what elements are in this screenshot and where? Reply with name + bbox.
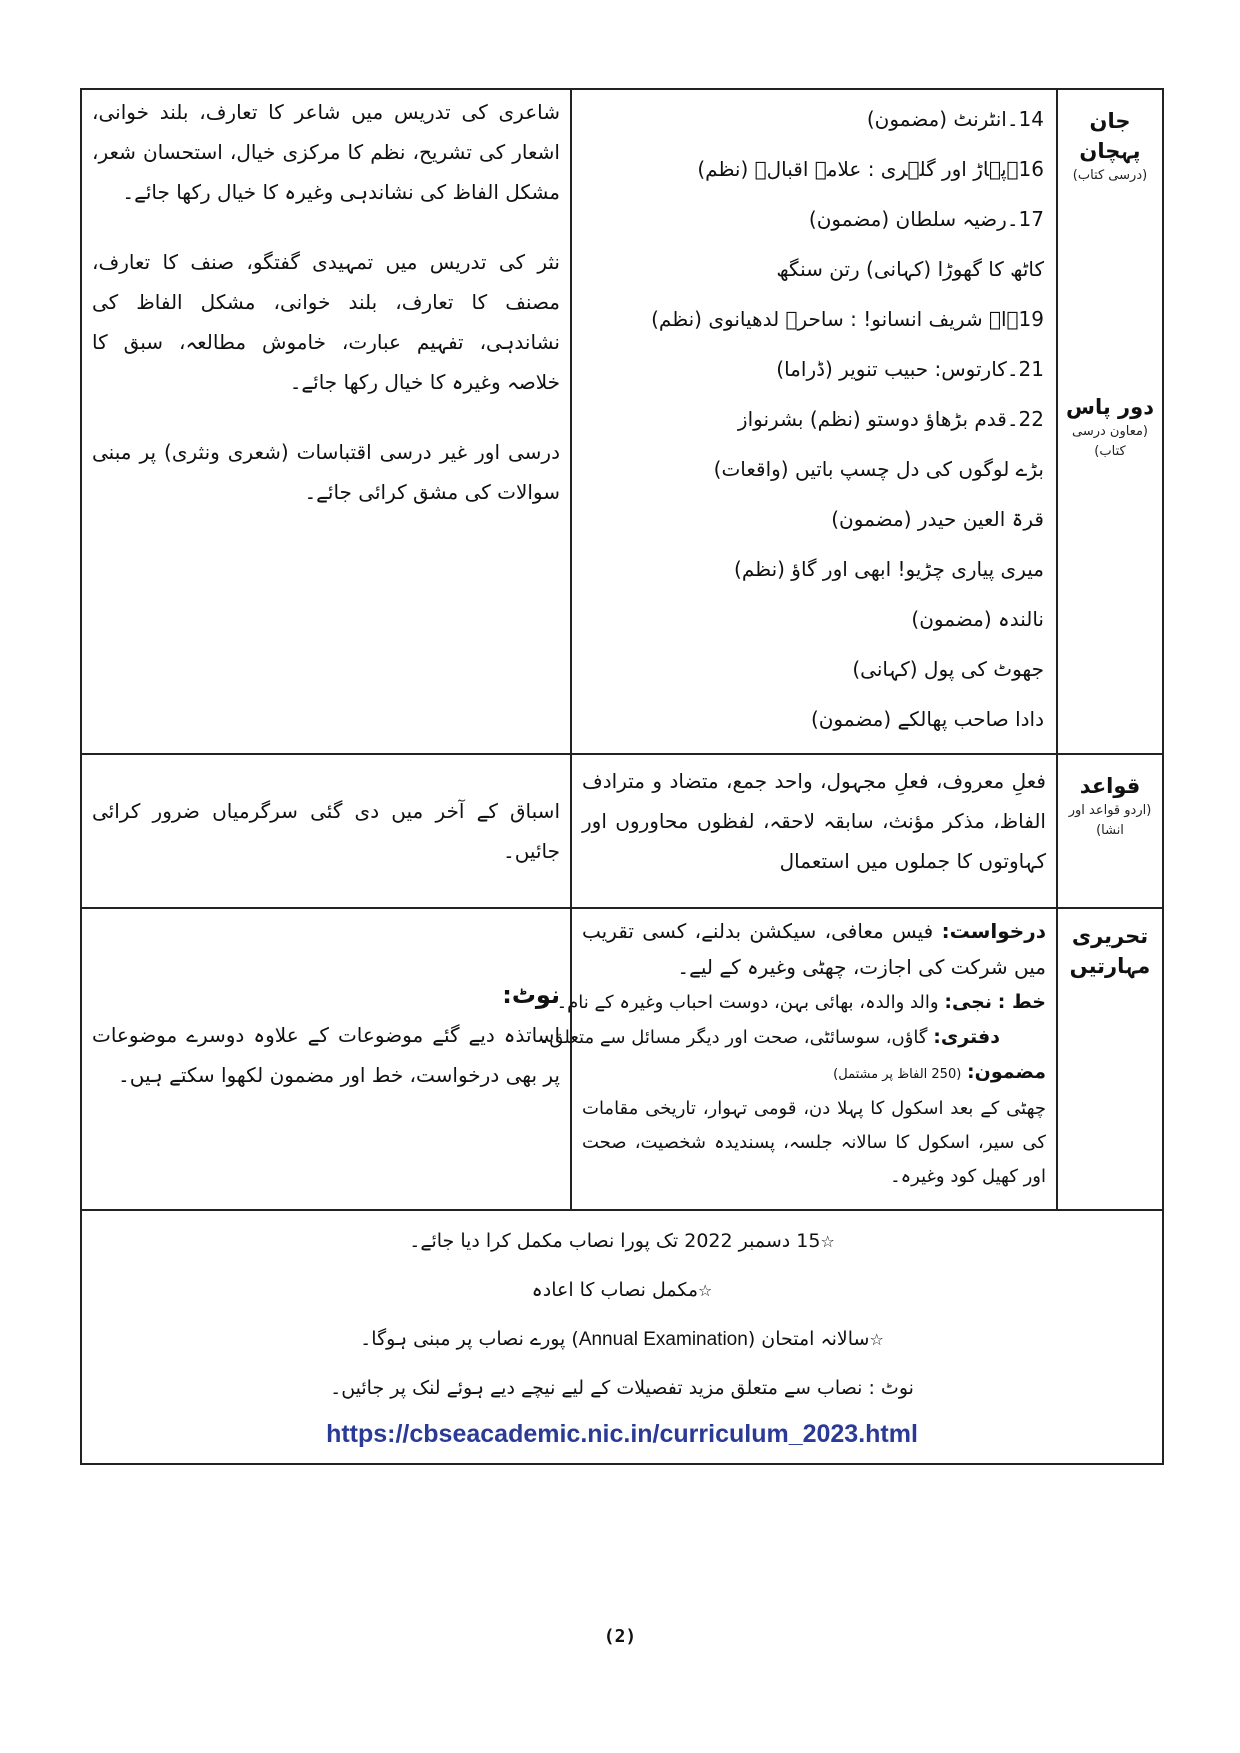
note-excerpts-practice: درسی اور غیر درسی اقتباسات (شعری ونثری) پر مبنی سوالات کی مشق کرائی جائے۔ bbox=[92, 440, 560, 504]
row2-content-cell bbox=[571, 754, 1057, 908]
row3-heading-cell bbox=[1057, 908, 1163, 1210]
lesson-item: نالندہ (مضمون) bbox=[911, 607, 1044, 631]
curriculum-link[interactable]: https://cbseacademic.nic.in/curriculum_2023.html bbox=[326, 1420, 918, 1448]
writing-note-text: اساتذہ دیے گئے موضوعات کے علاوہ دوسرے موضوعات پر بھی درخواست، خط اور مضمون لکھوا سکتے ہیں۔ bbox=[92, 1023, 560, 1087]
syllabus-table bbox=[80, 88, 1164, 1465]
lesson-item: جھوٹ کی پول (کہانی) bbox=[852, 657, 1044, 681]
application-label: درخواست: bbox=[941, 919, 1047, 943]
row-grammar bbox=[81, 754, 1163, 908]
letter-label: خط : bbox=[997, 991, 1046, 1013]
lesson-item: بڑے لوگوں کی دل چسپ باتیں (واقعات) bbox=[713, 457, 1044, 481]
official-text: گاؤں، سوسائٹی، صحت اور دیگر مسائل سے متعلق۔ bbox=[538, 1027, 928, 1048]
row-textbooks bbox=[81, 89, 1163, 754]
lesson-item: 19۔اے شریف انسانو! : ساحرؔ لدھیانوی (نظم) bbox=[651, 307, 1044, 331]
writing-note-label: نوٹ: bbox=[502, 981, 560, 1009]
row-general-notes bbox=[81, 1210, 1163, 1464]
heading-qawaid: قواعد bbox=[1079, 774, 1141, 798]
note-revision-text: مکمل نصاب کا اعادہ bbox=[531, 1279, 699, 1301]
page-number: (2) bbox=[603, 1626, 637, 1647]
lesson-item: قرۃ العین حیدر (مضمون) bbox=[831, 507, 1044, 531]
note-details-link-intro: نوٹ : نصاب سے متعلق مزید تفصیلات کے لیے نیچے دیے ہوئے لنک پر جائیں۔ bbox=[330, 1377, 914, 1399]
note-poetry-teaching: شاعری کی تدریس میں شاعر کا تعارف، بلند خوانی، اشعار کی تشریح، نظم کا مرکزی خیال، استحسان شعر، مشکل الفاظ کی نشاندہی وغیرہ کا خیال رکھا جائے۔ bbox=[92, 100, 560, 204]
letter-official-line bbox=[538, 1020, 1056, 1055]
essay-limit: (250 الفاظ پر مشتمل) bbox=[833, 1067, 962, 1082]
lesson-item: 16۔پہاڑ اور گلہری : علامہ اقبالؔ (نظم) bbox=[697, 157, 1044, 181]
row3-content-cell bbox=[538, 908, 1057, 1210]
lesson-item: 22۔قدم بڑھاؤ دوستو (نظم) بشرنواز bbox=[737, 407, 1044, 431]
annual-exam-pre: سالانہ امتحان ( bbox=[747, 1328, 870, 1350]
heading-door-paas-sub: (معاون درسی کتاب) bbox=[1071, 424, 1149, 459]
note-prose-teaching: نثر کی تدریس میں تمہیدی گفتگو، صنف کا تعارف، مصنف کا تعارف، بلند خوانی، مشکل الفاظ کی نشاندہی، تفہیم عبارت، خاموش مطالعہ، سبق کا خلاصہ وغیرہ کا خیال رکھا جائے۔ bbox=[92, 250, 560, 394]
row1-lessons-cell bbox=[571, 89, 1057, 754]
heading-door-paas: دور پاس bbox=[1066, 395, 1154, 419]
lesson-item: 21۔کارتوس: حبیب تنویر (ڈراما) bbox=[776, 357, 1044, 381]
application-text: فیس معافی، سیکشن بدلنے، کسی تقریب میں شرکت کی اجازت، چھٹی وغیرہ کے لیے۔ bbox=[582, 919, 1046, 979]
annual-exam-english: Annual Examination bbox=[578, 1329, 748, 1350]
essay-label: مضمون: bbox=[967, 1061, 1046, 1083]
heading-jaan-pehchaan: جان پہچان bbox=[1079, 109, 1141, 163]
lesson-item: 17۔رضیہ سلطان (مضمون) bbox=[808, 207, 1044, 231]
row2-heading-cell bbox=[1057, 754, 1163, 908]
general-notes-cell bbox=[81, 1210, 1163, 1464]
row1-notes-cell bbox=[81, 89, 571, 754]
note-annual-exam bbox=[82, 1315, 1162, 1364]
lesson-item: میری پیاری چڑیو! ابھی اور گاؤ (نظم) bbox=[734, 557, 1044, 581]
star-icon: ☆ bbox=[820, 1232, 835, 1251]
grammar-topics: فعلِ معروف، فعلِ مجہول، واحد جمع، متضاد و مترادف الفاظ، مذکر مؤنث، سابقہ لاحقہ، لفظوں محاوروں اور کہاوتوں کا جملوں میں استعمال bbox=[582, 769, 1046, 873]
row1-heading-cell bbox=[1057, 89, 1163, 754]
annual-exam-post: ) پورے نصاب پر مبنی ہوگا۔ bbox=[360, 1328, 579, 1350]
lesson-item: دادا صاحب پھالکے (مضمون) bbox=[810, 707, 1044, 731]
heading-qawaid-sub: (اردو قواعد اور انشا) bbox=[1068, 803, 1152, 838]
note-revision bbox=[82, 1266, 1162, 1315]
heading-jaan-pehchaan-sub: (درسی کتاب) bbox=[1072, 168, 1148, 183]
row3-note-cell bbox=[81, 908, 571, 1210]
lesson-item: کاٹھ کا گھوڑا (کہانی) رتن سنگھ bbox=[776, 257, 1044, 281]
personal-text: والد والدہ، بھائی بہن، دوست احباب وغیرہ کے نام۔ bbox=[556, 992, 939, 1013]
star-icon: ☆ bbox=[869, 1330, 884, 1349]
heading-tehreeri-maharatein: تحریری مہارتیں bbox=[1069, 924, 1151, 978]
letter-personal-line bbox=[556, 985, 1056, 1020]
note-completion-date bbox=[82, 1217, 1162, 1266]
essay-topics: چھٹی کے بعد اسکول کا پہلا دن، قومی تہوار، تاریخی مقامات کی سیر، اسکول کا سالانہ جلسہ، پسندیدہ شخصیت، صحت اور کھیل کود وغیرہ۔ bbox=[582, 1098, 1046, 1187]
star-icon: ☆ bbox=[698, 1281, 713, 1300]
row-writing-skills bbox=[81, 908, 1163, 1210]
row2-note-cell bbox=[81, 754, 571, 908]
grammar-activity-note: اسباق کے آخر میں دی گئی سرگرمیاں ضرور کرائی جائیں۔ bbox=[92, 799, 560, 863]
lesson-item: 14۔انٹرنٹ (مضمون) bbox=[866, 107, 1044, 131]
personal-label: نجی: bbox=[944, 991, 992, 1013]
essay-line bbox=[572, 1055, 1056, 1092]
application-block bbox=[572, 913, 1056, 985]
official-label: دفتری: bbox=[933, 1026, 1000, 1048]
note-completion-text: 15 دسمبر 2022 تک پورا نصاب مکمل کرا دیا جائے۔ bbox=[409, 1230, 821, 1252]
